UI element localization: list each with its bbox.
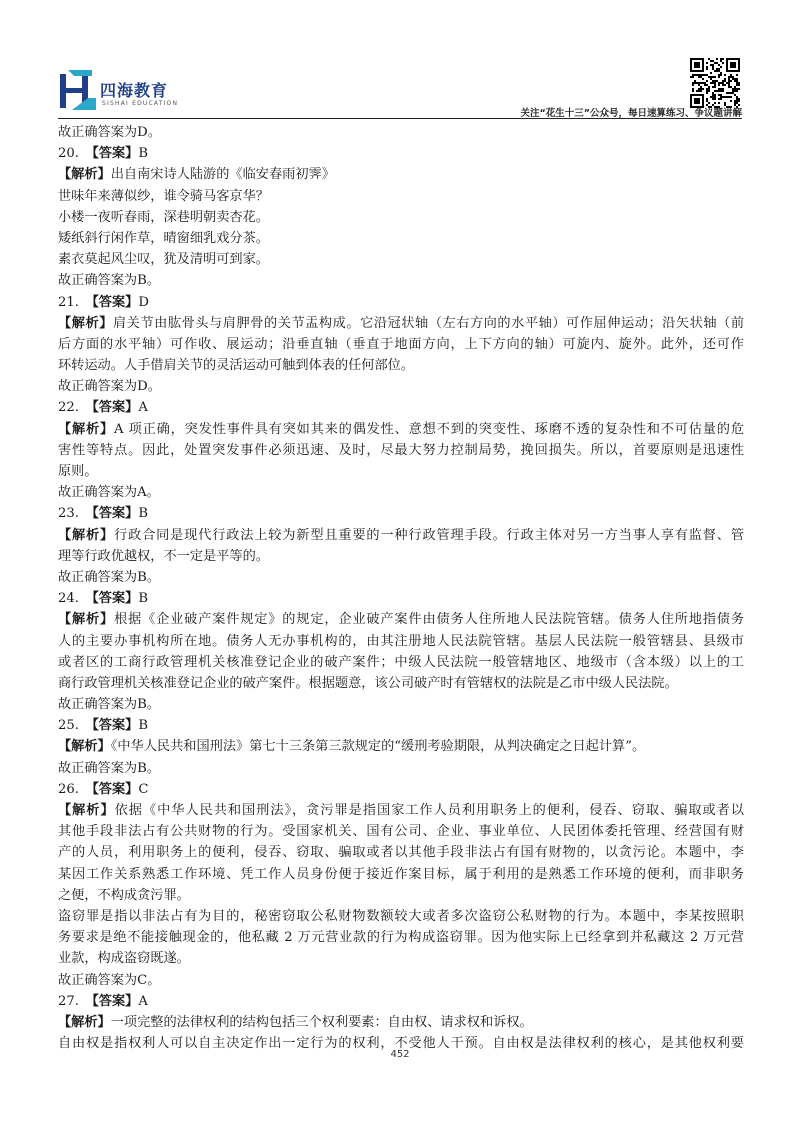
page-number: 452	[390, 1049, 410, 1060]
line-text: 一项完整的法律权利的结构包括三个权利要素：自由权、请求权和诉权。	[110, 1014, 533, 1030]
text-line	[58, 419, 744, 440]
text-line	[58, 927, 744, 948]
analysis-label: 【解析】	[58, 1014, 111, 1030]
text-line	[58, 1012, 744, 1033]
text-line	[58, 758, 744, 779]
text-line	[58, 609, 744, 630]
line-text: 故正确答案为B。	[58, 760, 161, 776]
header-divider	[58, 118, 742, 119]
line-text: 业款，构成盗窃既遂。	[58, 951, 190, 967]
text-line	[58, 715, 744, 736]
line-text: A	[138, 400, 148, 416]
question-number: 24.	[58, 591, 79, 607]
text-line	[58, 948, 744, 969]
text-line	[58, 906, 744, 927]
answer-label: 【答案】	[85, 294, 139, 310]
answer-label: 【答案】	[85, 718, 139, 734]
text-line	[58, 334, 744, 355]
text-line	[58, 249, 744, 270]
line-text: 《中华人民共和国刑法》第七十三条第三款规定的“缓刑考验期限，从判决确定之日起计算”。	[110, 739, 646, 755]
text-line	[58, 652, 744, 673]
question-number: 25.	[58, 718, 79, 734]
line-text: 肩关节由肱骨头与肩胛骨的关节盂构成。它沿冠状轴（左右方向的水平轴）可作屈伸运动；沿矢状轴（前	[112, 315, 745, 331]
line-text: 或者区的工商行政管理机关核准登记企业的破产案件；中级人民法院一般管辖地区、地级市（含本级）以上的工	[58, 654, 744, 670]
text-line	[58, 461, 744, 482]
text-line	[58, 207, 744, 228]
line-text: 故正确答案为B。	[58, 273, 161, 289]
line-text: 故正确答案为B。	[58, 697, 161, 713]
line-text: 小楼一夜听春雨，深巷明朝卖杏花。	[58, 209, 269, 225]
answer-explanations	[58, 122, 744, 1054]
analysis-label: 【解析】	[58, 612, 115, 628]
line-text: 环转运动。人手借肩关节的灵活运动可触到体表的任何部位。	[58, 358, 415, 374]
text-line	[58, 122, 744, 143]
text-line	[58, 991, 744, 1012]
answer-label: 【答案】	[85, 506, 139, 522]
question-number: 22.	[58, 400, 79, 416]
analysis-label: 【解析】	[58, 527, 115, 543]
line-text: 其他手段非法占有公共财物的行为。受国家机关、国有公司、企业、事业单位、人民团体委托管理、经营国有财	[58, 824, 744, 840]
text-line	[58, 800, 744, 821]
analysis-label: 【解析】	[58, 315, 113, 331]
text-line	[58, 143, 744, 164]
question-number: 23.	[58, 506, 79, 522]
line-text: 故正确答案为C。	[58, 972, 161, 988]
line-text: C	[138, 781, 149, 797]
line-text: 原则。	[58, 464, 98, 479]
text-line	[58, 885, 744, 906]
line-text: 素衣莫起风尘叹，犹及清明可到家。	[58, 252, 269, 268]
line-text: 故正确答案为D。	[58, 379, 161, 395]
line-text: 自由权是指权利人可以自主决定作出一定行为的权利，不受他人干预。自由权是法律权利的核心，是其他权利要	[58, 1036, 744, 1052]
page-header	[58, 58, 742, 120]
header-slogan: 关注“花生十三”公众号，每日速算练习、争议题讲解	[520, 108, 742, 119]
question-number: 20.	[58, 146, 79, 162]
line-text: A	[138, 993, 148, 1009]
text-line	[58, 864, 744, 885]
text-line	[58, 631, 744, 652]
analysis-label: 【解析】	[58, 739, 111, 755]
line-text: 故正确答案为A。	[58, 485, 160, 501]
text-line	[58, 270, 744, 291]
text-line	[58, 588, 744, 609]
text-line	[58, 779, 744, 800]
answer-label: 【答案】	[85, 993, 139, 1009]
text-line	[58, 397, 744, 418]
question-number: 26.	[58, 781, 79, 797]
qr-code-icon	[690, 58, 740, 108]
text-line	[58, 355, 744, 376]
text-line	[58, 821, 744, 842]
text-line	[58, 164, 744, 185]
text-line	[58, 228, 744, 249]
text-line	[58, 736, 744, 757]
analysis-label: 【解析】	[58, 167, 111, 183]
text-line	[58, 567, 744, 588]
text-line	[58, 186, 744, 207]
text-line	[58, 842, 744, 863]
line-text: 故正确答案为B。	[58, 569, 161, 585]
line-text: 产的人员，利用职务上的便利，侵吞、窃取、骗取或者以其他手段非法占有国有财物的，以贪污论。本题中，李	[58, 845, 744, 861]
line-text: 盗窃罪是指以非法占有为目的，秘密窃取公私财物数额较大或者多次盗窃公私财物的行为。本题中，李某按照职	[58, 908, 744, 924]
analysis-label: 【解析】	[58, 803, 115, 818]
logo	[58, 68, 208, 120]
text-line	[58, 440, 744, 461]
line-text: 后方面的水平轴）可作收、展运动；沿垂直轴（垂直于地面方向，上下方向的轴）可旋内、旋外。此外，还可作	[58, 336, 744, 352]
line-text: 根据《企业破产案件规定》的规定，企业破产案件由债务人住所地人民法院管辖。债务人住所地指债务	[114, 612, 745, 628]
text-line	[58, 376, 744, 397]
line-text: 某因工作关系熟悉工作环境、凭工作人员身份便于接近作案目标，属于利用的是熟悉工作环境的便利，而非职务	[58, 866, 744, 882]
question-number: 21.	[58, 294, 79, 310]
logo-chinese-name: 四海教育	[100, 81, 169, 100]
line-text: 矮纸斜行闲作草，晴窗细乳戏分茶。	[58, 230, 269, 246]
text-line	[58, 482, 744, 503]
text-line	[58, 292, 744, 313]
text-line	[58, 970, 744, 991]
line-text: 理等行政优越权，不一定是平等的。	[58, 548, 269, 564]
line-text: B	[138, 718, 149, 734]
text-line	[58, 546, 744, 567]
logo-english-name: SISHAI EDUCATION	[102, 100, 179, 107]
text-line	[58, 673, 744, 694]
question-number: 27.	[58, 993, 79, 1009]
text-line	[58, 503, 744, 524]
answer-label: 【答案】	[85, 400, 139, 416]
line-text: 依据《中华人民共和国刑法》，贪污罪是指国家工作人员利用职务上的便利，侵吞、窃取、骗取或者以	[114, 803, 744, 818]
line-text: 害性等特点。因此，处置突发事件必须迅速、及时，尽最大努力控制局势，挽回损失。所以，首要原则是迅速性	[58, 442, 744, 458]
line-text: 行政合同是现代行政法上较为新型且重要的一种行政管理手段。行政主体对另一方当事人享有监督、管	[114, 527, 745, 543]
line-text: 故正确答案为D。	[58, 125, 161, 140]
line-text: 务要求是绝不能接触现金的，他私藏 2 万元营业款的行为构成盗窃罪。因为他实际上已经拿到并私藏这 2 万元营	[58, 930, 744, 946]
line-text: 世味年来薄似纱，谁令骑马客京华？	[58, 188, 269, 204]
analysis-label: 【解析】	[58, 421, 115, 437]
text-line	[58, 313, 744, 334]
line-text: B	[138, 146, 149, 162]
line-text: B	[138, 591, 149, 607]
logo-mark-icon	[58, 68, 98, 112]
text-line	[58, 525, 744, 546]
answer-label: 【答案】	[85, 591, 139, 607]
line-text: D	[138, 294, 149, 310]
answer-label: 【答案】	[85, 781, 139, 797]
answer-label: 【答案】	[85, 146, 139, 162]
text-line	[58, 694, 744, 715]
line-text: 之便，不构成贪污罪。	[58, 887, 190, 903]
line-text: A 项正确，突发性事件具有突如其来的偶发性、意想不到的突变性、琢磨不透的复杂性和不可估量的危	[114, 421, 745, 437]
line-text: 人的主要办事机构所在地。债务人无办事机构的，由其注册地人民法院管辖。基层人民法院一般管辖县、县级市	[58, 633, 744, 649]
line-text: 商行政管理机关核准登记企业的破产案件。根据题意，该公司破产时有管辖权的法院是乙市中级人民法院。	[58, 675, 678, 691]
line-text: 出自南宋诗人陆游的《临安春雨初霁》	[110, 167, 335, 183]
line-text: B	[138, 506, 149, 522]
